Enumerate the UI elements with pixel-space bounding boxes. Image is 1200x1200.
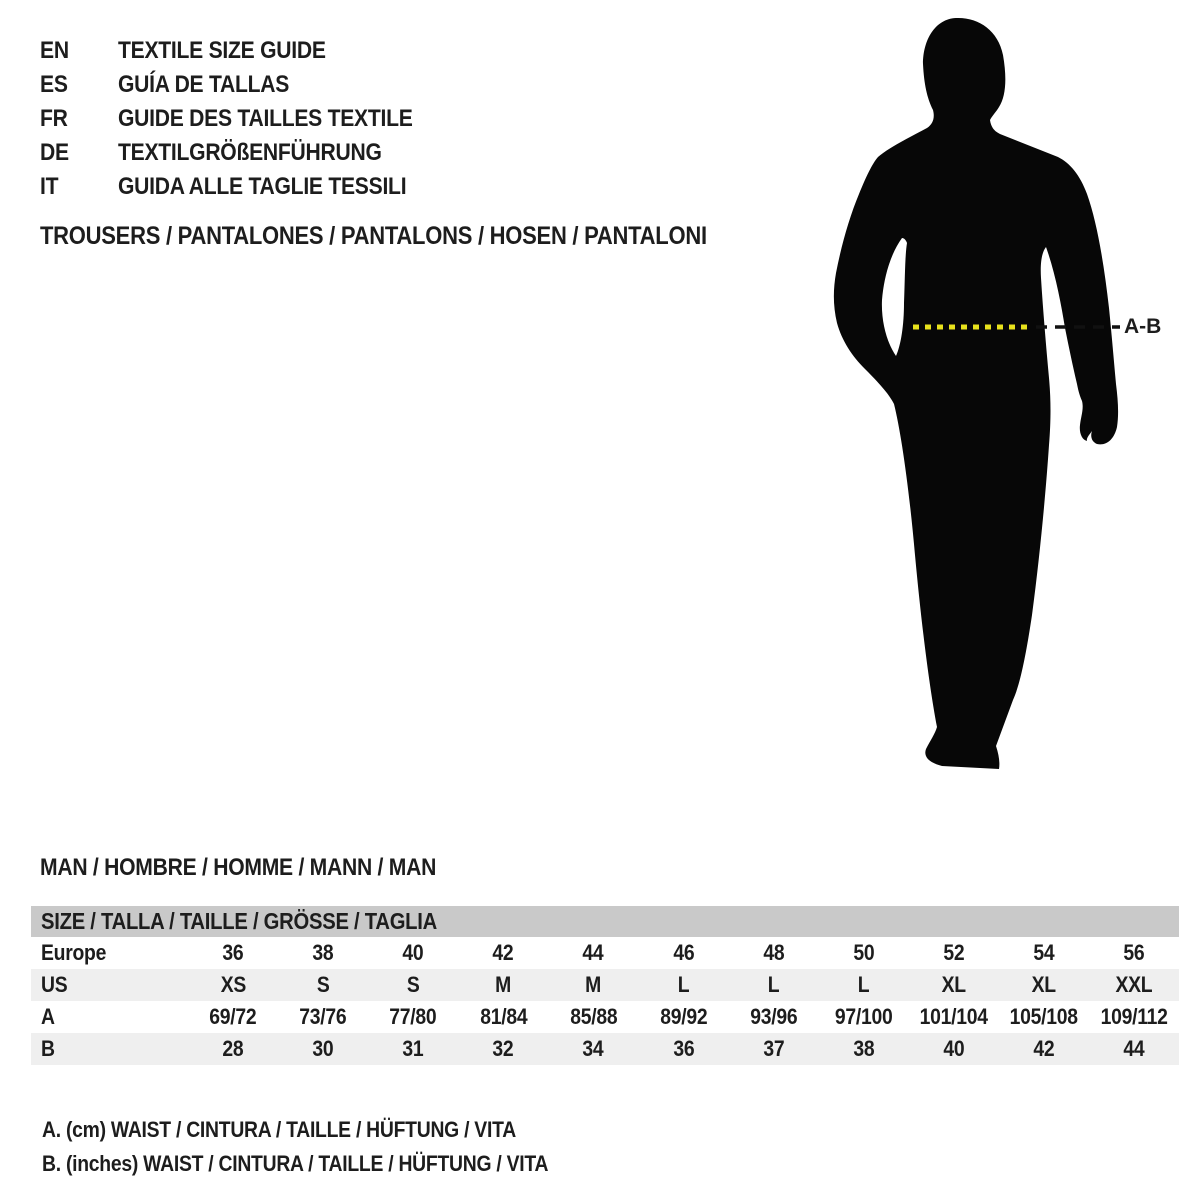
table-cell bbox=[278, 1033, 368, 1065]
language-code bbox=[40, 136, 118, 170]
language-title-text: GUÍA DE TALLAS bbox=[118, 71, 290, 98]
table-cell bbox=[458, 1033, 548, 1065]
table-cell bbox=[368, 1001, 458, 1033]
row-label bbox=[31, 1001, 188, 1033]
table-cell-text: 28 bbox=[222, 1036, 244, 1061]
table-cell-text: 38 bbox=[312, 940, 334, 965]
table-cell bbox=[819, 937, 909, 969]
table-cell-text: L bbox=[857, 972, 870, 997]
row-label bbox=[31, 969, 188, 1001]
table-cell bbox=[368, 937, 458, 969]
table-cell bbox=[909, 1033, 999, 1065]
table-cell-text: XL bbox=[941, 972, 966, 997]
table-cell bbox=[548, 937, 638, 969]
table-cell-text: 36 bbox=[673, 1036, 695, 1061]
table-cell bbox=[819, 969, 909, 1001]
language-row bbox=[40, 34, 453, 68]
table-cell-text: 34 bbox=[582, 1036, 604, 1061]
table-cell-text: 101/104 bbox=[919, 1004, 988, 1029]
language-title bbox=[118, 170, 446, 204]
table-cell-text: 109/112 bbox=[1100, 1004, 1168, 1029]
language-code bbox=[40, 68, 118, 102]
language-title-text: TEXTILGRÖßENFÜHRUNG bbox=[118, 139, 382, 166]
table-cell-text: 37 bbox=[763, 1036, 785, 1061]
table-cell-text: 36 bbox=[222, 940, 244, 965]
table-cell bbox=[638, 1001, 728, 1033]
table-cell bbox=[548, 1001, 638, 1033]
language-code bbox=[40, 170, 118, 204]
table-cell bbox=[368, 969, 458, 1001]
table-cell-text: 56 bbox=[1123, 940, 1145, 965]
table-cell-text: L bbox=[677, 972, 690, 997]
table-cell-text: 73/76 bbox=[299, 1004, 347, 1029]
table-cell bbox=[999, 937, 1089, 969]
table-cell bbox=[819, 1033, 909, 1065]
table-cell-text: XS bbox=[220, 972, 246, 997]
language-title-text: GUIDA ALLE TAGLIE TESSILI bbox=[118, 173, 407, 200]
table-cell-text: 40 bbox=[943, 1036, 965, 1061]
table-cell-text: 52 bbox=[943, 940, 965, 965]
table-cell bbox=[548, 969, 638, 1001]
language-row bbox=[40, 136, 453, 170]
gender-title bbox=[40, 855, 490, 880]
language-title bbox=[118, 34, 354, 68]
table-cell bbox=[999, 1001, 1089, 1033]
table-cell bbox=[548, 1033, 638, 1065]
table-cell bbox=[278, 1001, 368, 1033]
table-cell-text: XXL bbox=[1115, 972, 1153, 997]
table-cell bbox=[188, 1033, 278, 1065]
table-cell-text: 42 bbox=[492, 940, 514, 965]
table-cell bbox=[458, 969, 548, 1001]
language-title bbox=[118, 102, 453, 136]
table-cell-text: 32 bbox=[492, 1036, 514, 1061]
measurement-note bbox=[42, 1147, 617, 1181]
table-cell bbox=[638, 1033, 728, 1065]
category-title-text: TROUSERS / PANTALONES / PANTALONS / HOSEN / PANTALONI bbox=[40, 222, 707, 250]
gender-title-text: MAN / HOMBRE / HOMME / MANN / MAN bbox=[40, 854, 437, 881]
table-row-europe bbox=[31, 937, 1179, 969]
language-row bbox=[40, 68, 453, 102]
size-table bbox=[31, 906, 1179, 1065]
table-cell-text: 77/80 bbox=[389, 1004, 437, 1029]
language-title-text: TEXTILE SIZE GUIDE bbox=[118, 37, 326, 64]
table-cell bbox=[1089, 1001, 1179, 1033]
table-cell-text: 44 bbox=[1123, 1036, 1145, 1061]
language-code-text: IT bbox=[40, 173, 59, 200]
table-cell-text: S bbox=[316, 972, 330, 997]
table-cell bbox=[729, 969, 819, 1001]
language-row bbox=[40, 102, 453, 136]
row-label-text: US bbox=[41, 972, 68, 997]
table-cell-text: 42 bbox=[1033, 1036, 1055, 1061]
measurement-note bbox=[42, 1113, 617, 1147]
size-table-header-text: SIZE / TALLA / TAILLE / GRÖSSE / TAGLIA bbox=[41, 908, 437, 934]
table-cell bbox=[188, 969, 278, 1001]
table-cell bbox=[278, 937, 368, 969]
table-cell bbox=[458, 1001, 548, 1033]
table-cell bbox=[188, 1001, 278, 1033]
table-row-us bbox=[31, 969, 1179, 1001]
man-silhouette-body bbox=[834, 18, 1118, 769]
table-cell-text: 38 bbox=[853, 1036, 875, 1061]
table-cell bbox=[729, 937, 819, 969]
table-cell-text: L bbox=[767, 972, 780, 997]
language-title-text: GUIDE DES TAILLES TEXTILE bbox=[118, 105, 413, 132]
table-cell bbox=[999, 969, 1089, 1001]
table-cell-text: 54 bbox=[1033, 940, 1055, 965]
row-label-text: B bbox=[41, 1036, 55, 1061]
table-cell-text: S bbox=[406, 972, 420, 997]
table-cell-text: 69/72 bbox=[209, 1004, 257, 1029]
table-cell-text: 30 bbox=[312, 1036, 334, 1061]
table-cell bbox=[1089, 1033, 1179, 1065]
measurement-note-text: A. (cm) WAIST / CINTURA / TAILLE / HÜFTUNG / VITA bbox=[42, 1117, 516, 1142]
table-cell-text: 81/84 bbox=[479, 1004, 527, 1029]
table-cell bbox=[1089, 969, 1179, 1001]
language-title bbox=[118, 68, 312, 102]
size-table-header bbox=[31, 906, 1179, 937]
table-cell bbox=[999, 1033, 1089, 1065]
table-cell-text: 48 bbox=[763, 940, 785, 965]
language-row bbox=[40, 170, 453, 204]
table-cell-text: 97/100 bbox=[834, 1004, 893, 1029]
table-cell-text: 85/88 bbox=[569, 1004, 617, 1029]
table-cell bbox=[458, 937, 548, 969]
language-code-text: FR bbox=[40, 105, 68, 132]
category-title bbox=[40, 224, 798, 249]
table-cell bbox=[368, 1033, 458, 1065]
table-cell-text: 40 bbox=[402, 940, 424, 965]
row-label-text: Europe bbox=[41, 940, 107, 965]
table-cell bbox=[638, 969, 728, 1001]
table-cell-text: 93/96 bbox=[750, 1004, 798, 1029]
size-table-rows bbox=[31, 937, 1179, 1065]
row-label bbox=[31, 1033, 188, 1065]
language-code bbox=[40, 102, 118, 136]
language-code-text: DE bbox=[40, 139, 69, 166]
table-cell bbox=[909, 937, 999, 969]
table-cell-text: M bbox=[495, 972, 512, 997]
table-cell bbox=[729, 1033, 819, 1065]
table-cell bbox=[909, 1001, 999, 1033]
man-silhouette bbox=[815, 10, 1185, 785]
language-list bbox=[40, 34, 453, 204]
language-title bbox=[118, 136, 418, 170]
table-cell bbox=[819, 1001, 909, 1033]
table-row-b bbox=[31, 1033, 1179, 1065]
table-cell-text: 89/92 bbox=[659, 1004, 708, 1029]
table-cell bbox=[1089, 937, 1179, 969]
row-label-text: A bbox=[41, 1004, 55, 1029]
table-cell bbox=[909, 969, 999, 1001]
table-cell bbox=[638, 937, 728, 969]
measurement-note-text: B. (inches) WAIST / CINTURA / TAILLE / HÜFTUNG / VITA bbox=[42, 1151, 549, 1176]
table-cell-text: 46 bbox=[673, 940, 695, 965]
row-label bbox=[31, 937, 188, 969]
table-cell bbox=[188, 937, 278, 969]
table-cell-text: M bbox=[585, 972, 602, 997]
table-cell-text: XL bbox=[1031, 972, 1056, 997]
measurement-notes bbox=[42, 1113, 617, 1181]
table-cell-text: 44 bbox=[582, 940, 604, 965]
table-cell-text: 31 bbox=[402, 1036, 424, 1061]
language-code bbox=[40, 34, 118, 68]
table-cell bbox=[278, 969, 368, 1001]
measure-label-ab: A-B bbox=[1124, 315, 1162, 338]
language-code-text: ES bbox=[40, 71, 68, 98]
table-cell-text: 105/108 bbox=[1009, 1004, 1078, 1029]
table-row-a bbox=[31, 1001, 1179, 1033]
language-code-text: EN bbox=[40, 37, 69, 64]
table-cell-text: 50 bbox=[853, 940, 875, 965]
table-cell bbox=[729, 1001, 819, 1033]
